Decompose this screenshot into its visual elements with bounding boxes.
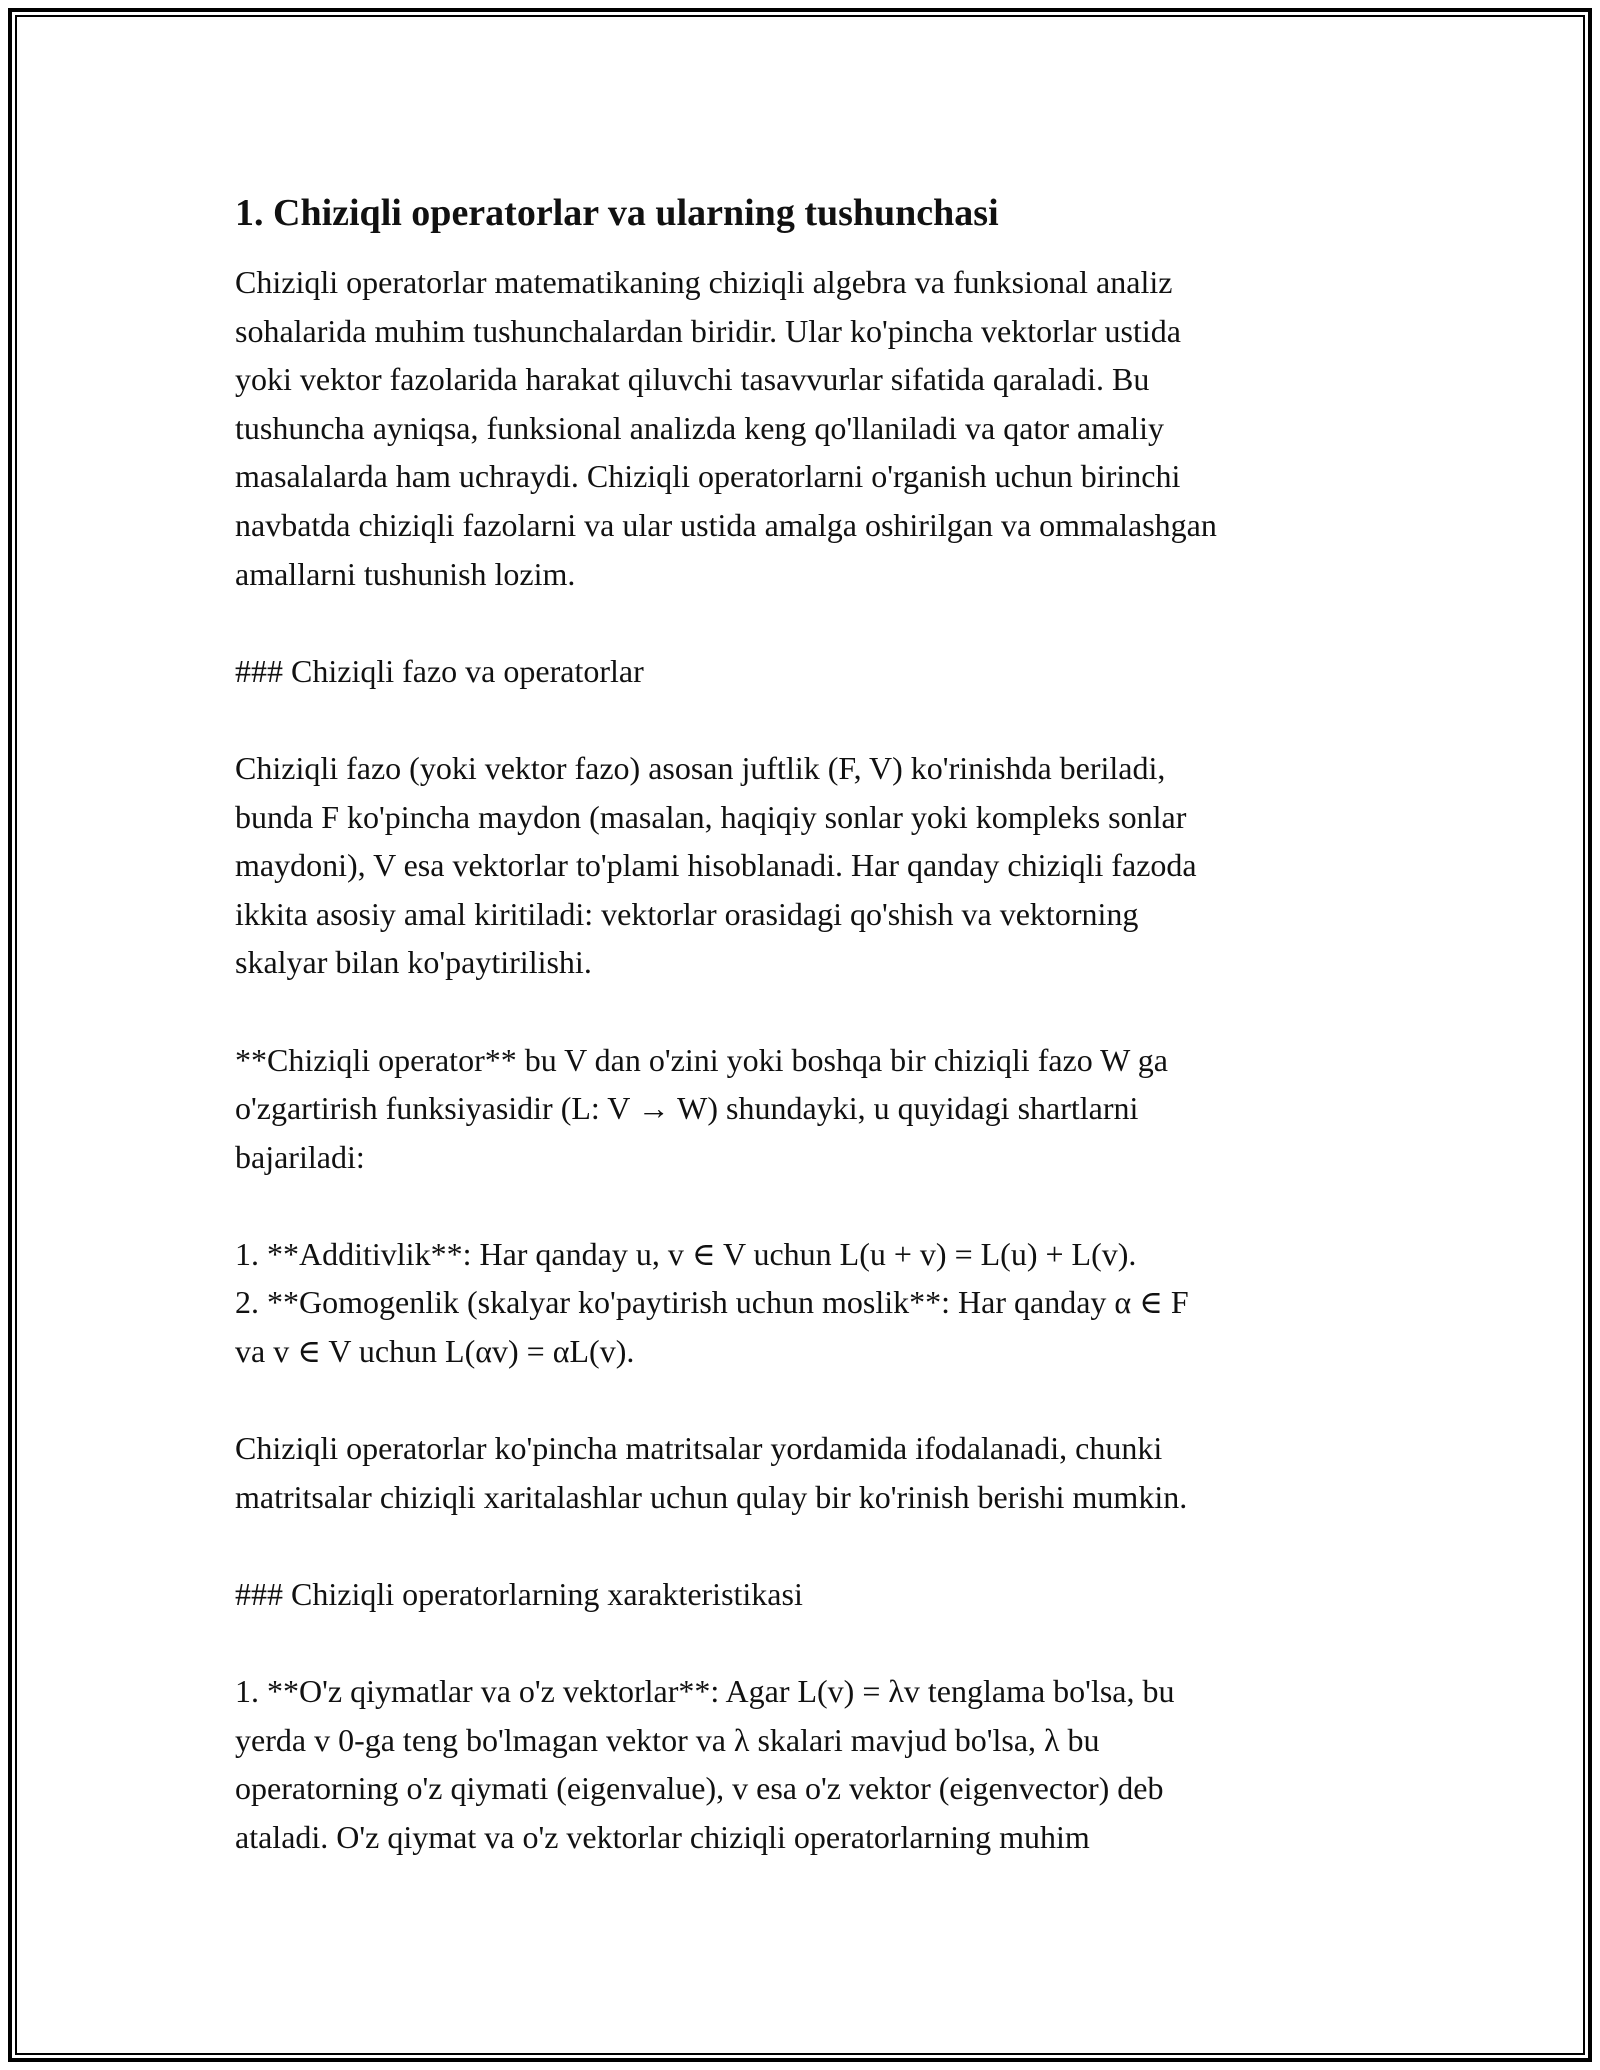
paragraph-operator-definition: **Chiziqli operator** bu V dan o'zini yoki boshqa bir chiziqli fazo W ga o'zgartirish funksiyasidir (L: V → W) shundayki, u quyidagi shartlarni bajariladi: [235, 1041, 1168, 1175]
subheading-linear-space: ### Chiziqli fazo va operatorlar [235, 652, 644, 689]
blank-line [235, 1619, 1365, 1668]
blank-line [235, 1521, 1365, 1570]
blank-line [235, 1181, 1365, 1230]
list-eigen: 1. **O'z qiymatlar va o'z vektorlar**: Agar L(v) = λv tenglama bo'lsa, bu yerda v 0-ga teng bo'lmagan vektor va λ skalari mavjud bo'lsa, λ bu operatorning o'z qiymati (eigenvalue), v esa o'z vektor (eigenvector) deb ataladi. O'z qiymat va o'z vektorlar chiziqli operatorlarning muhim [235, 1673, 1175, 1855]
blank-line [235, 987, 1365, 1036]
paragraph-matrices: Chiziqli operatorlar ko'pincha matritsalar yordamida ifodalanadi, chunki matritsalar chiziqli xaritalashlar uchun qulay bir ko'rinish berishi mumkin. [235, 1430, 1188, 1515]
subheading-characteristics: ### Chiziqli operatorlarning xarakteristikasi [235, 1576, 803, 1613]
document-title: 1. Chiziqli operatorlar va ularning tushunchasi [235, 192, 999, 234]
blank-line [235, 695, 1365, 744]
paragraph-linear-space: Chiziqli fazo (yoki vektor fazo) asosan juftlik (F, V) ko'rinishda beriladi, bunda F ko'pincha maydon (masalan, haqiqiy sonlar yoki kompleks sonlar maydoni), V esa vektorlar to'plami hisoblanadi. Har qanday chiziqli fazoda ikkita asosiy amal kiritiladi: vektorlar orasidagi qo'shish va vektorning skalyar bilan ko'paytirilishi. [235, 749, 1197, 981]
list-conditions: 1. **Additivlik**: Har qanday u, v ∈ V uchun L(u + v) = L(u) + L(v). 2. **Gomogenlik (skalyar ko'paytirish uchun moslik**: Har qanday α ∈ F va v ∈ V uchun L(αv) = αL(v). [235, 1235, 1189, 1370]
blank-line [235, 598, 1365, 647]
document-body [235, 184, 1365, 1862]
paragraph-intro: Chiziqli operatorlar matematikaning chiziqli algebra va funksional analiz sohalarida muhim tushunchalardan biridir. Ular ko'pincha vektorlar ustida yoki vektor fazolarida harakat qiluvchi tasavvurlar sifatida qaraladi. Bu tushuncha ayniqsa, funksional analizda keng qo'llaniladi va qator amaliy masalalarda ham uchraydi. Chiziqli operatorlarni o'rganish uchun birinchi navbatda chiziqli fazolarni va ular ustida amalga oshirilgan va ommalashgan amallarni tushunish lozim. [235, 264, 1217, 592]
blank-line [235, 1376, 1365, 1425]
